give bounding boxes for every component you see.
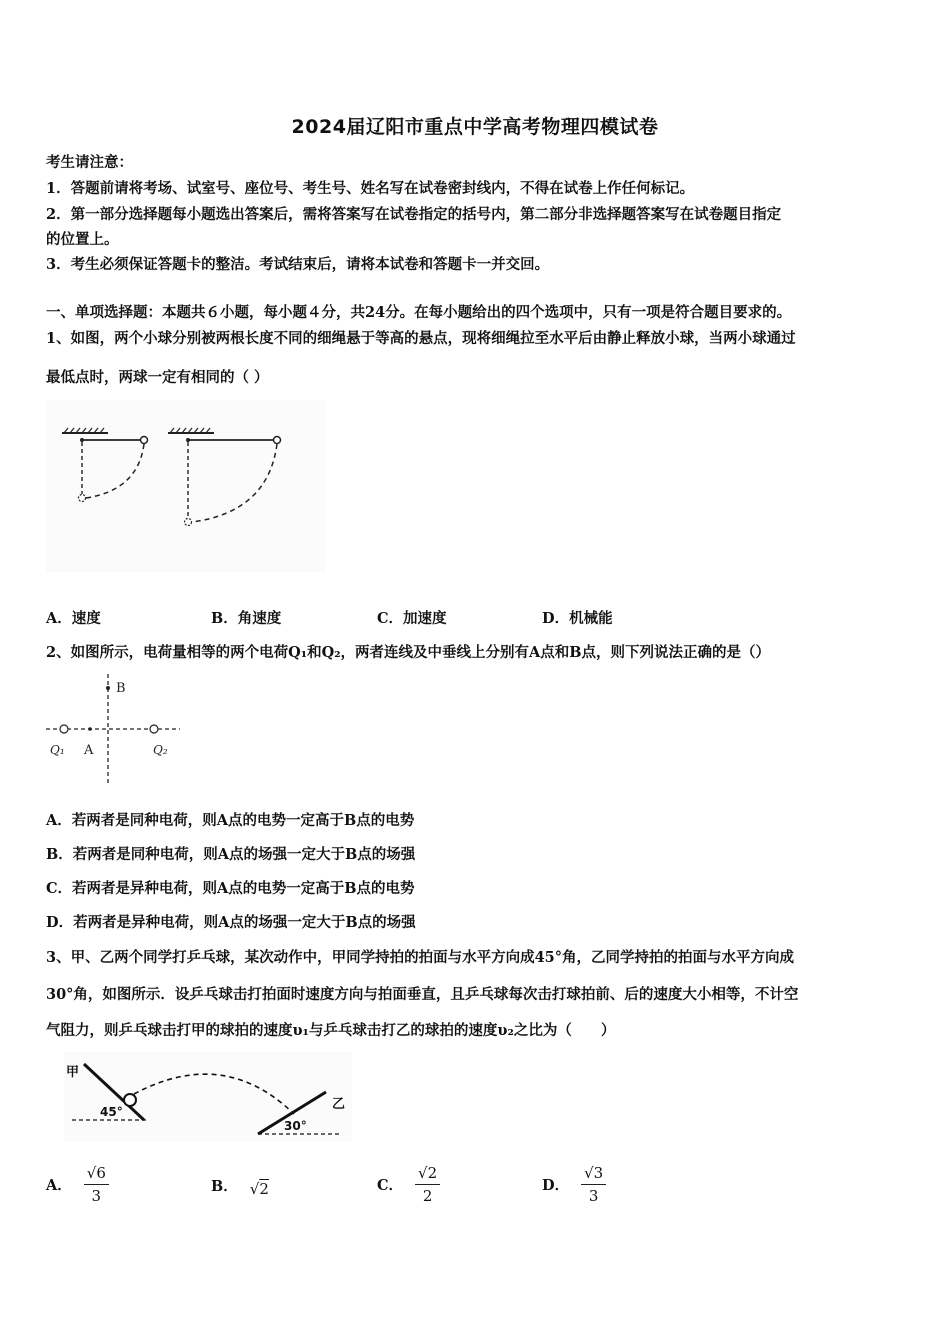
q3-option-d-den: 3 [588, 1187, 599, 1205]
q2-option-d: D．若两者是异种电荷，则A点的场强一定大于B点的场强 [46, 914, 416, 931]
q3-option-c [377, 1164, 440, 1205]
label-b: B [116, 681, 126, 696]
section-heading: 一、单项选择题：本题共６小题，每小题４分，共24分。在每小题给出的四个选项中，只有一项是符合题目要求的。 [46, 304, 792, 321]
q1-figure-bg [46, 400, 326, 572]
label-q2: Q₂ [153, 743, 168, 757]
q2-charges-figure [46, 672, 186, 788]
sqrt-symbol: √ [249, 1180, 260, 1198]
q3-pingpong-figure [64, 1052, 352, 1142]
q3-option-b-value [250, 1172, 269, 1198]
q3-option-c-fraction [415, 1164, 440, 1205]
q3-option-d [542, 1164, 606, 1205]
notice-heading: 考生请注意： [46, 154, 133, 171]
point-a [88, 727, 92, 731]
q1-stem-line2: 最低点时，两球一定有相同的（ ） [46, 369, 269, 386]
q1-option-c: C．加速度 [377, 610, 447, 627]
notice-item-2-cont: 的位置上。 [46, 231, 119, 248]
q3-option-c-letter: C． [377, 1177, 404, 1194]
notice-item-3: 3．考生必须保证答题卡的整洁。考试结束后，请将本试卷和答题卡一并交回。 [46, 256, 550, 273]
pingpong-ball [124, 1094, 136, 1106]
q3-option-c-num: 2 [427, 1164, 438, 1182]
label-yi: 乙 [332, 1097, 346, 1112]
page-title: 2024届辽阳市重点中学高考物理四模试卷 [291, 116, 659, 138]
q3-option-c-den: 2 [422, 1187, 433, 1205]
notice-item-2: 2．第一部分选择题每小题选出答案后，需将答案写在试卷指定的括号内，第二部分非选择题答案写在试卷题目指定 [46, 206, 782, 223]
q1-option-a: A．速度 [46, 610, 101, 627]
label-a: A [84, 743, 94, 758]
sqrt-symbol: √ [584, 1164, 594, 1182]
q2-stem: 2、如图所示，电荷量相等的两个电荷Q₁和Q₂，两者连线及中垂线上分别有A点和B点，则下列说法正确的是（） [46, 644, 771, 661]
q3-option-a-letter: A． [46, 1177, 72, 1194]
q3-option-a [46, 1164, 109, 1205]
q3-option-a-den: 3 [91, 1187, 102, 1205]
q2-option-a: A．若两者是同种电荷，则A点的电势一定高于B点的电势 [46, 812, 415, 829]
q3-option-a-num: 6 [96, 1164, 106, 1182]
q3-option-b [211, 1164, 269, 1206]
angle-jia: 45° [100, 1105, 123, 1119]
q3-option-b-rad: 2 [259, 1180, 269, 1198]
q3-option-d-num: 3 [593, 1164, 604, 1182]
q3-option-b-letter: B． [211, 1177, 238, 1195]
q3-option-a-fraction [84, 1164, 109, 1205]
sqrt-symbol: √ [86, 1164, 97, 1182]
q3-option-d-letter: D． [542, 1177, 570, 1194]
q2-option-c: C．若两者是异种电荷，则A点的电势一定高于B点的电势 [46, 880, 415, 897]
charge-q1 [60, 725, 68, 733]
q3-option-d-fraction [581, 1164, 606, 1205]
sqrt-symbol: √ [418, 1164, 428, 1182]
q3-figure-bg [64, 1052, 352, 1142]
q1-stem-line1: 1、如图，两个小球分别被两根长度不同的细绳悬于等高的悬点，现将细绳拉至水平后由静止释放小球，当两小球通过 [46, 330, 796, 347]
q1-pendulum-figure [46, 400, 326, 572]
q2-option-b: B．若两者是同种电荷，则A点的场强一定大于B点的场强 [46, 846, 416, 863]
point-b [106, 686, 110, 690]
q1-option-d: D．机械能 [542, 610, 613, 627]
notice-item-1: 1．答题前请将考场、试室号、座位号、考生号、姓名写在试卷密封线内，不得在试卷上作任何标记。 [46, 180, 695, 197]
q1-option-b: B．角速度 [211, 610, 282, 627]
label-q1: Q₁ [50, 743, 65, 757]
angle-yi: 30° [284, 1119, 307, 1133]
q3-stem-line2: 30°角，如图所示．设乒乓球击打拍面时速度方向与拍面垂直，且乒乓球每次击打球拍前、后的速度大小相等，不计空 [46, 986, 799, 1003]
label-jia: 甲 [66, 1065, 80, 1080]
q3-stem-line1: 3、甲、乙两个同学打乒乓球，某次动作中，甲同学持拍的拍面与水平方向成45°角，乙同学持拍的拍面与水平方向成 [46, 949, 795, 966]
q3-stem-line3: 气阻力，则乒乓球击打甲的球拍的速度υ₁与乒乓球击打乙的球拍的速度υ₂之比为（ ） [46, 1022, 616, 1039]
charge-q2 [150, 725, 158, 733]
